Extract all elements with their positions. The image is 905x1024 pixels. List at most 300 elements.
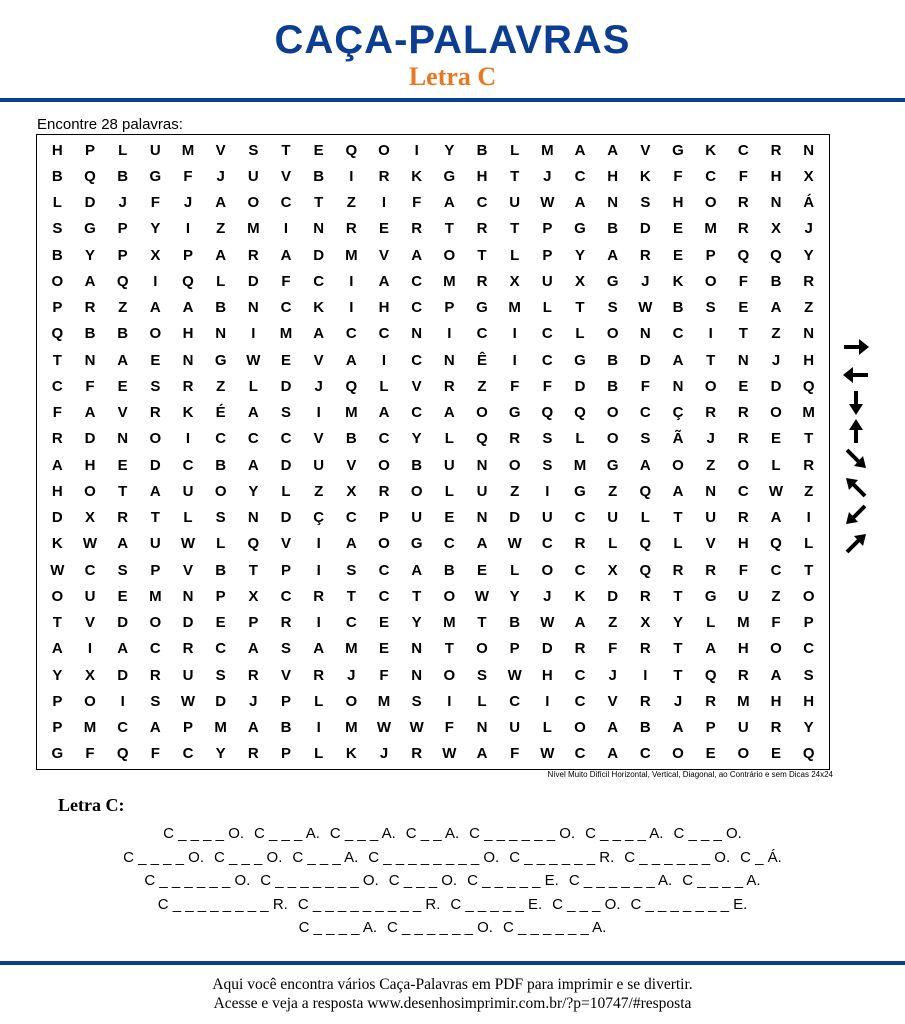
grid-cell: Ã <box>672 430 684 448</box>
grid-cell: Q <box>116 272 129 290</box>
grid-cell: N <box>476 509 488 527</box>
grid-cell: E <box>117 587 128 605</box>
grid-cell: O <box>443 587 456 605</box>
hint-word: C _ _ _ _ _ _ _ _ _ R. <box>297 895 441 913</box>
grid-cell: C <box>280 587 292 605</box>
grid-cell: S <box>542 430 553 448</box>
grid-cell: U <box>541 509 553 527</box>
grid-cell: O <box>443 666 456 684</box>
grid-cell: Q <box>84 167 96 185</box>
grid-cell: R <box>705 561 717 579</box>
grid-cell: U <box>182 666 194 684</box>
grid-cell: N <box>182 351 194 369</box>
grid-cell: K <box>345 745 357 763</box>
hint-word: C _ _ _ _ _ _ O. <box>624 848 731 866</box>
grid-cell: H <box>672 194 684 212</box>
grid-cell: E <box>313 141 324 159</box>
grid-cell: C <box>770 561 782 579</box>
grid-cell: L <box>314 745 324 763</box>
grid-cell: O <box>378 456 390 474</box>
grid-cell: C <box>411 351 423 369</box>
grid-cell: C <box>574 745 586 763</box>
grid-cell: P <box>280 561 291 579</box>
grid-cell: O <box>247 194 260 212</box>
grid-cell: U <box>313 456 325 474</box>
grid-cell: P <box>378 509 389 527</box>
grid-cell: C <box>378 561 390 579</box>
grid-cell: A <box>411 246 423 264</box>
grid-cell: C <box>411 272 423 290</box>
grid-cell: R <box>737 430 749 448</box>
grid-cell: C <box>541 351 553 369</box>
grid-cell: U <box>476 482 488 500</box>
grid-cell: D <box>280 456 292 474</box>
grid-cell: T <box>412 587 422 605</box>
grid-cell: U <box>182 482 194 500</box>
grid-cell: G <box>476 299 488 317</box>
grid-cell: R <box>509 430 521 448</box>
grid-cell: S <box>803 666 814 684</box>
grid-cell: X <box>509 272 520 290</box>
arrow-down-icon <box>836 389 876 417</box>
grid-cell: B <box>607 220 619 238</box>
grid-cell: R <box>280 614 292 632</box>
grid-cell: R <box>476 220 488 238</box>
grid-cell: C <box>345 614 357 632</box>
grid-cell: W <box>474 587 490 605</box>
grid-cell: A <box>247 404 259 422</box>
grid-cell: C <box>182 456 194 474</box>
grid-cell: A <box>247 456 259 474</box>
grid-cell: J <box>543 167 552 185</box>
grid-cell: A <box>770 666 782 684</box>
grid-cell: Q <box>802 745 815 763</box>
grid-cell: W <box>540 745 555 763</box>
grid-cell: D <box>574 377 586 395</box>
hint-word: C _ _ _ _ _ _ A. <box>568 872 673 889</box>
hint-word: C _ _ _ A. <box>254 825 320 842</box>
grid-cell: C <box>313 272 325 290</box>
grid-cell: C <box>149 640 161 658</box>
grid-cell: R <box>313 666 325 684</box>
grid-cell: K <box>411 167 423 185</box>
grid-cell: T <box>150 509 160 527</box>
grid-cell: H <box>803 351 815 369</box>
grid-cell: E <box>738 299 749 317</box>
grid-cell: S <box>280 404 291 422</box>
grid-cell: A <box>672 482 684 500</box>
grid-cell: J <box>543 587 552 605</box>
grid-cell: O <box>149 614 162 632</box>
grid-cell: Y <box>150 220 161 238</box>
grid-cell: X <box>346 482 357 500</box>
grid-cell: I <box>316 404 321 422</box>
grid-cell: Z <box>771 325 781 343</box>
grid-cell: A <box>84 272 96 290</box>
grid-cell: C <box>117 719 129 737</box>
grid-cell: S <box>150 692 161 710</box>
grid-cell: I <box>381 351 387 369</box>
grid-cell: J <box>379 745 389 763</box>
grid-cell: E <box>672 246 683 264</box>
grid-cell: E <box>770 430 781 448</box>
grid-cell: R <box>770 141 782 159</box>
grid-cell: A <box>770 509 782 527</box>
grid-cell: Ê <box>476 351 487 369</box>
grid-cell: C <box>215 640 227 658</box>
grid-cell: B <box>117 167 129 185</box>
grid-cell: V <box>182 561 193 579</box>
grid-cell: I <box>545 692 550 710</box>
grid-cell: Q <box>802 377 815 395</box>
grid-cell: U <box>607 509 619 527</box>
grid-cell: O <box>214 482 227 500</box>
grid-cell: A <box>607 719 619 737</box>
grid-cell: F <box>510 377 520 395</box>
grid-cell: C <box>574 561 586 579</box>
grid-cell: O <box>672 745 684 763</box>
grid-cell: L <box>248 377 258 395</box>
grid-cell: C <box>574 692 586 710</box>
grid-cell: H <box>51 482 63 500</box>
grid-cell: Y <box>215 745 226 763</box>
grid-cell: D <box>117 614 129 632</box>
grid-cell: S <box>215 666 226 684</box>
grid-cell: W <box>507 535 522 553</box>
grid-cell: L <box>314 692 324 710</box>
top-divider <box>0 98 905 102</box>
grid-cell: X <box>770 220 781 238</box>
grid-cell: R <box>149 666 161 684</box>
grid-cell: B <box>313 167 325 185</box>
grid-cell: N <box>803 325 815 343</box>
grid-cell: F <box>738 272 748 290</box>
grid-cell: Z <box>706 456 716 474</box>
grid-cell: U <box>443 456 455 474</box>
grid-cell: V <box>280 535 291 553</box>
grid-cell: R <box>803 272 815 290</box>
grid-cell: Z <box>216 377 226 395</box>
grid-cell: H <box>84 456 96 474</box>
grid-cell: I <box>512 351 517 369</box>
grid-cell: B <box>770 272 782 290</box>
grid-cell: T <box>510 220 520 238</box>
grid-cell: Q <box>541 404 554 422</box>
grid-cell: L <box>281 482 291 500</box>
grid-cell: O <box>476 404 488 422</box>
grid-cell: Z <box>771 587 781 605</box>
grid-cell: Y <box>52 666 63 684</box>
hint-word: C _ _ _ A. <box>292 848 359 866</box>
grid-cell: W <box>507 666 522 684</box>
grid-cell: H <box>541 666 553 684</box>
grid-cell: Q <box>770 246 782 264</box>
hint-line <box>0 869 905 893</box>
grid-cell: M <box>247 220 260 238</box>
hint-word: C _ _ _ O. <box>214 848 283 866</box>
grid-cell: I <box>283 220 289 238</box>
grid-cell: P <box>444 299 455 317</box>
grid-cell: L <box>542 299 552 317</box>
grid-cell: N <box>803 141 815 159</box>
grid-cell: I <box>185 430 191 448</box>
grid-cell: M <box>377 692 391 710</box>
grid-cell: O <box>606 325 619 343</box>
grid-cell: R <box>737 404 749 422</box>
grid-cell: O <box>51 272 64 290</box>
grid-cell: D <box>117 666 129 684</box>
grid-cell: E <box>117 456 128 474</box>
grid-cell: M <box>149 587 162 605</box>
grid-cell: A <box>607 745 619 763</box>
grid-cell: S <box>640 430 651 448</box>
hint-word: C _ _ _ _ _ _ O. <box>144 872 251 889</box>
grid-cell: U <box>737 719 749 737</box>
hint-line <box>0 822 905 846</box>
grid-cell: R <box>737 666 749 684</box>
grid-cell: M <box>345 246 358 264</box>
grid-cell: P <box>182 246 193 264</box>
grid-cell: R <box>803 456 815 474</box>
grid-cell: Q <box>704 666 717 684</box>
grid-cell: L <box>804 535 814 553</box>
grid-cell: J <box>641 272 650 290</box>
grid-cell: G <box>51 745 64 763</box>
grid-cell: H <box>476 167 488 185</box>
grid-cell: C <box>803 640 815 658</box>
grid-cell: R <box>247 666 259 684</box>
grid-cell: F <box>673 167 683 185</box>
grid-cell: P <box>542 220 553 238</box>
grid-cell: O <box>345 692 358 710</box>
grid-cell: R <box>84 299 96 317</box>
grid-cell: D <box>509 509 521 527</box>
grid-cell: I <box>708 325 713 343</box>
grid-cell: E <box>215 614 226 632</box>
grid-cell: X <box>84 509 95 527</box>
grid-cell: S <box>150 377 161 395</box>
grid-cell: R <box>378 167 390 185</box>
instruction-text: Encontre 28 palavras: <box>37 116 183 133</box>
grid-cell: G <box>574 351 586 369</box>
grid-cell: S <box>280 640 291 658</box>
grid-cell: C <box>411 299 423 317</box>
grid-cell: R <box>737 509 749 527</box>
grid-cell: H <box>51 141 63 159</box>
grid-cell: R <box>411 745 423 763</box>
grid-cell: A <box>215 246 227 264</box>
grid-cell: R <box>411 220 423 238</box>
grid-cell: A <box>84 404 96 422</box>
grid-cell: N <box>705 482 717 500</box>
grid-cell: A <box>574 141 586 159</box>
grid-cell: F <box>379 666 389 684</box>
grid-cell: C <box>541 325 553 343</box>
grid-cell: D <box>149 456 161 474</box>
grid-cell: L <box>216 535 226 553</box>
grid-cell: C <box>574 509 586 527</box>
grid-cell: O <box>378 535 390 553</box>
grid-cell: N <box>411 640 423 658</box>
grid-cell: M <box>345 719 358 737</box>
footer-line-2: Acesse e veja a resposta www.desenhosimprimir.com.br/?p=10747/#resposta <box>213 995 692 1012</box>
grid-cell: T <box>52 614 62 632</box>
grid-cell: W <box>246 351 261 369</box>
grid-cell: I <box>87 640 93 658</box>
grid-cell: O <box>149 430 162 448</box>
grid-cell: S <box>52 220 63 238</box>
grid-cell: F <box>608 640 618 658</box>
hint-word: C _ _ _ A. <box>329 825 396 842</box>
grid-cell: E <box>378 614 389 632</box>
grid-cell: B <box>51 167 63 185</box>
grid-cell: R <box>117 509 129 527</box>
grid-cell: O <box>737 456 750 474</box>
grid-cell: A <box>313 640 325 658</box>
hint-word: C _ _ A. <box>405 825 460 842</box>
grid-cell: O <box>606 430 619 448</box>
grid-cell: U <box>737 587 749 605</box>
grid-cell: K <box>639 167 651 185</box>
grid-cell: N <box>215 325 227 343</box>
arrow-up-right-icon <box>836 529 876 557</box>
grid-cell: T <box>706 351 716 369</box>
grid-cell: T <box>346 587 356 605</box>
footer <box>0 975 905 1013</box>
grid-cell: Ç <box>313 509 325 527</box>
grid-cell: I <box>349 272 354 290</box>
grid-cell: A <box>117 535 129 553</box>
grid-cell: V <box>705 535 716 553</box>
grid-cell: I <box>316 561 321 579</box>
grid-cell: R <box>705 692 717 710</box>
grid-cell: G <box>149 167 162 185</box>
hint-word: C _ _ _ _ _ E. <box>450 895 543 913</box>
grid-cell: B <box>215 561 227 579</box>
grid-cell: V <box>215 141 226 159</box>
grid-cell: S <box>411 692 422 710</box>
grid-cell: K <box>182 404 194 422</box>
grid-cell: N <box>182 587 194 605</box>
grid-cell: O <box>443 246 456 264</box>
grid-cell: P <box>280 745 291 763</box>
grid-cell: P <box>52 692 63 710</box>
grid-cell: M <box>443 614 456 632</box>
grid-cell: K <box>705 141 717 159</box>
grid-cell: Q <box>476 430 488 448</box>
grid-cell: J <box>249 692 258 710</box>
grid-cell: E <box>444 509 455 527</box>
grid-cell: C <box>215 430 227 448</box>
grid-cell: C <box>509 692 521 710</box>
grid-cell: F <box>150 194 160 212</box>
grid-cell: J <box>804 220 813 238</box>
grid-cell: A <box>476 535 488 553</box>
grid-cell: I <box>349 167 354 185</box>
grid-cell: P <box>117 246 128 264</box>
grid-cell: P <box>52 719 63 737</box>
grid-cell: D <box>541 640 553 658</box>
grid-cell: H <box>737 535 749 553</box>
grid-cell: V <box>117 404 128 422</box>
grid-cell: L <box>510 561 520 579</box>
grid-cell: R <box>639 587 651 605</box>
grid-cell: R <box>639 640 651 658</box>
grid-cell: S <box>640 194 651 212</box>
grid-cell: M <box>214 719 227 737</box>
grid-cell: J <box>314 377 323 395</box>
grid-cell: A <box>149 299 161 317</box>
grid-cell: Z <box>346 194 356 212</box>
grid-cell: T <box>314 194 324 212</box>
grid-cell: Q <box>770 535 782 553</box>
grid-cell: L <box>608 535 618 553</box>
grid-cell: D <box>84 430 96 448</box>
grid-cell: A <box>247 640 259 658</box>
grid-cell: R <box>737 220 749 238</box>
grid-cell: J <box>183 194 193 212</box>
grid-cell: V <box>640 141 651 159</box>
arrow-down-right-icon <box>836 445 876 473</box>
grid-cell: M <box>573 456 587 474</box>
grid-cell: E <box>705 745 716 763</box>
grid-cell: R <box>378 482 390 500</box>
hint-word: C _ _ _ _ _ _ _ _ O. <box>368 848 500 866</box>
grid-cell: Q <box>639 561 652 579</box>
grid-cell: L <box>52 194 62 212</box>
arrow-left-icon <box>836 361 876 389</box>
grid-cell: O <box>84 482 96 500</box>
grid-cell: A <box>313 325 325 343</box>
grid-cell: Y <box>803 719 814 737</box>
hint-word: C _ _ _ _ _ E. <box>467 872 559 889</box>
grid-cell: A <box>672 351 684 369</box>
grid-cell: K <box>672 272 684 290</box>
grid-cell: Q <box>639 482 652 500</box>
grid-cell: U <box>411 509 423 527</box>
grid-cell: M <box>704 220 717 238</box>
hint-word: C _ _ _ _ _ _ O. <box>387 919 493 936</box>
grid-cell: I <box>512 325 517 343</box>
grid-cell: C <box>378 587 390 605</box>
grid-cell: O <box>704 272 717 290</box>
grid-cell: O <box>508 456 521 474</box>
grid-cell: V <box>411 377 422 395</box>
grid-cell: Ç <box>672 404 684 422</box>
grid-cell: D <box>215 692 227 710</box>
grid-cell: Z <box>804 299 814 317</box>
grid-cell: O <box>574 719 586 737</box>
grid-cell: U <box>149 535 161 553</box>
grid-cell: Y <box>672 614 683 632</box>
grid-cell: F <box>444 719 454 737</box>
page-title: CAÇA-PALAVRAS <box>274 18 631 62</box>
grid-cell: O <box>410 482 423 500</box>
grid-cell: Z <box>314 482 324 500</box>
hint-word: C _ _ _ _ _ _ _ E. <box>630 895 748 913</box>
grid-cell: V <box>84 614 95 632</box>
grid-cell: N <box>84 351 96 369</box>
footer-line-1: Aqui você encontra vários Caça-Palavras em PDF para imprimir e se divertir. <box>212 976 693 993</box>
grid-cell: D <box>607 587 619 605</box>
grid-cell: M <box>802 404 815 422</box>
grid-cell: A <box>639 456 651 474</box>
grid-cell: Q <box>247 535 260 553</box>
grid-cell: W <box>50 561 65 579</box>
hint-word: C _ _ _ _ O. <box>163 825 245 842</box>
hint-word: C _ _ _ _ _ _ R. <box>509 848 615 866</box>
arrow-up-left-icon <box>836 473 876 501</box>
